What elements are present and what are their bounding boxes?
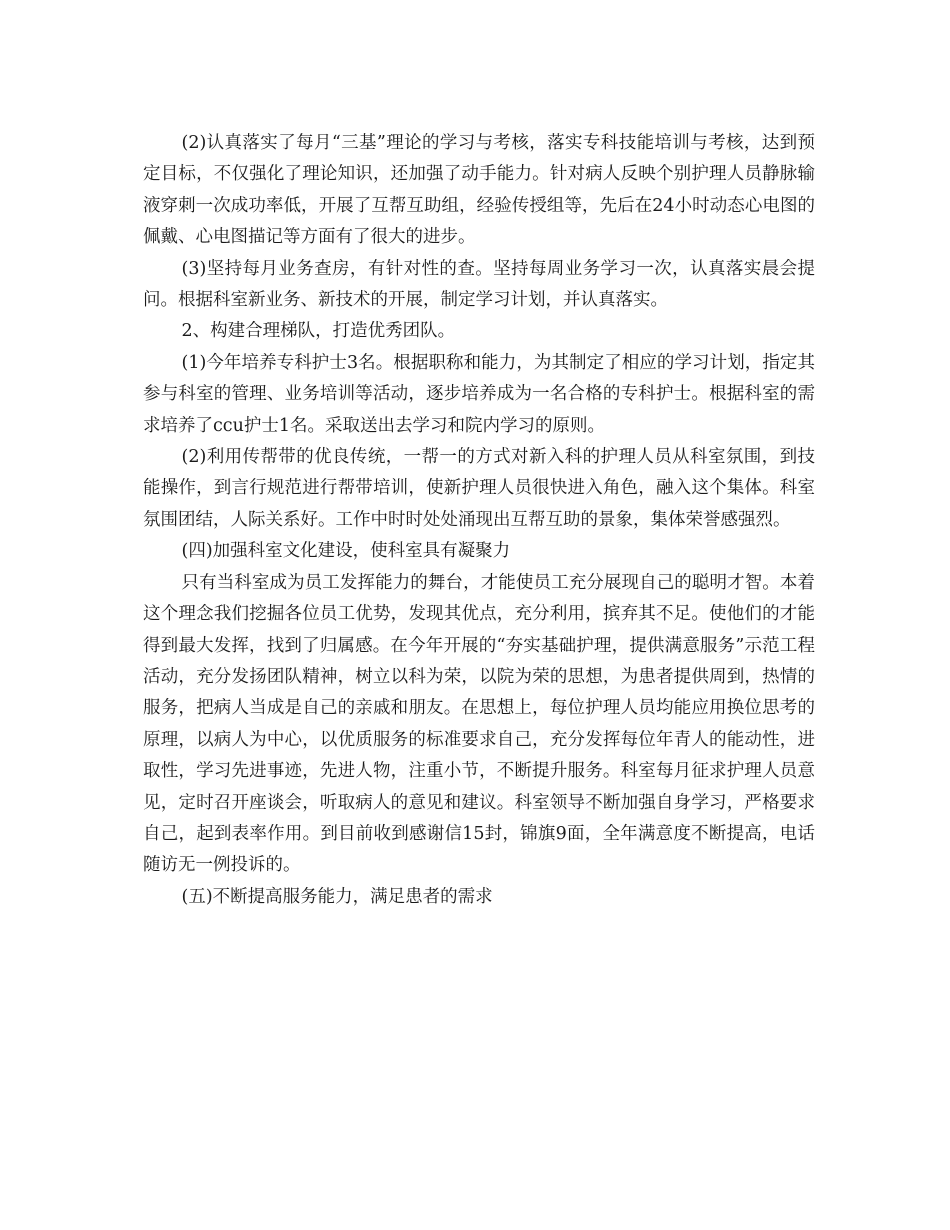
section-heading-2: 2、构建合理梯队，打造优秀团队。: [181, 321, 456, 342]
paragraph-4: (2)利用传帮带的优良传统，一帮一的方式对新入科的护理人员从科室氛围，到技能操作，到言行规范进行帮带培训，使新护理人员很快进入角色，融入这个集体。科室氛围团结，人际关系好。工作中时时处处涌现出互帮互助的景象，集体荣誉感强烈。: [143, 447, 815, 530]
paragraph-1: (2)认真落实了每月“三基”理论的学习与考核，落实专科技能培训与考核，达到预定目标，不仅强化了理论知识，还加强了动手能力。针对病人反映个别护理人员静脉输液穿刺一次成功率低，开展了互帮互助组，经验传授组等，先后在24小时动态心电图的佩戴、心电图描记等方面有了很大的进步。: [143, 133, 815, 248]
paragraph-5: 只有当科室成为员工发挥能力的舞台，才能使员工充分展现自己的聪明才智。本着这个理念我们挖掘各位员工优势，发现其优点，充分利用，摈弃其不足。使他们的才能得到最大发挥，找到了归属感。在今年开展的“夯实基础护理，提供满意服务”示范工程活动，充分发扬团队精神，树立以科为荣，以院为荣的思想，为患者提供周到，热情的服务，把病人当成是自己的亲戚和朋友。在思想上，每位护理人员均能应用换位思考的原理，以病人为中心，以优质服务的标准要求自己，充分发挥每位年青人的能动性，进取性，学习先进事迹，先进人物，注重小节，不断提升服务。科室每月征求护理人员意见，定时召开座谈会，听取病人的意见和建议。科室领导不断加强自身学习，严格要求自己，起到表率作用。到目前收到感谢信15封，锦旗9面，全年满意度不断提高，电话随访无一例投诉的。: [143, 572, 815, 876]
section-heading-5: (五)不断提高服务能力，满足患者的需求: [181, 886, 493, 907]
paragraph-2: (3)坚持每月业务查房，有针对性的查。坚持每周业务学习一次，认真落实晨会提问。根据科室新业务、新技术的开展，制定学习计划，并认真落实。: [143, 258, 815, 311]
section-heading-4: (四)加强科室文化建设，使科室具有凝聚力: [181, 541, 511, 562]
paragraph-3: (1)今年培养专科护士3名。根据职称和能力，为其制定了相应的学习计划，指定其参与科室的管理、业务培训等活动，逐步培养成为一名合格的专科护士。根据科室的需求培养了ccu护士1名。采取送出去学习和院内学习的原则。: [143, 352, 815, 436]
document-body: [143, 128, 815, 913]
